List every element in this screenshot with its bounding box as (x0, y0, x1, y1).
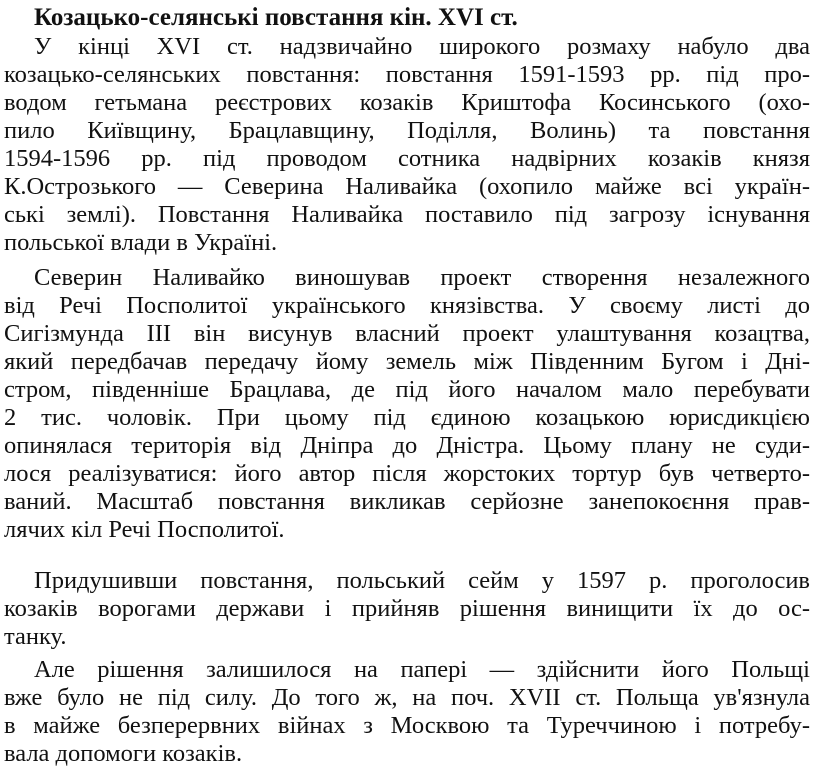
text-line: лячих кіл Речі Посполитої. (4, 516, 285, 543)
text-line: У кінці XVI ст. надзвичайно широкого розмаху набуло два (34, 33, 810, 60)
text-line: козацько-селянських повстання: повстання 1591-1593 рр. під про- (4, 61, 810, 88)
text-line: пило Київщину, Брацлавщину, Поділля, Волинь) та повстання (4, 117, 810, 144)
text-line: вала допомоги козаків. (4, 740, 243, 767)
text-line: польської влади в Україні. (4, 229, 278, 256)
text-line: Сигізмунда III він висунув власний проект улаштування козацтва, (4, 320, 810, 347)
text-line: ваний. Масштаб повстання викликав серйозне занепокоєння прав- (4, 488, 810, 515)
text-line: козаків ворогами держави і прийняв рішення винищити їх до ос- (4, 595, 810, 622)
text-line: вже було не під силу. До того ж, на поч. XVII ст. Польща ув'язнула (4, 684, 810, 711)
text-line: стром, південніше Брацлава, де під його началом мало перебувати (4, 376, 810, 403)
text-line: від Речі Посполитої українського князівства. У своєму листі до (4, 292, 810, 319)
text-line: водом гетьмана реєстрових козаків Криштофа Косинського (охо- (4, 89, 810, 116)
text-line: в майже безперервних війнах з Москвою та Туреччиною і потребу- (4, 712, 810, 739)
text-line: Придушивши повстання, польський сейм у 1597 р. проголосив (34, 567, 810, 594)
text-line: 2 тис. чоловік. При цьому під єдиною козацькою юрисдикцією (4, 404, 810, 431)
text-line: лося реалізуватися: його автор після жорстоких тортур був четверто- (4, 460, 810, 487)
text-line: К.Острозького — Северина Наливайка (охопило майже всі україн- (4, 173, 810, 200)
text-line: Але рішення залишилося на папері — здійснити його Польщі (34, 656, 810, 683)
text-line: танку. (4, 623, 67, 650)
text-line: ські землі). Повстання Наливайка поставило під загрозу існування (4, 201, 810, 228)
section-heading: Козацько-селянські повстання кін. XVI ст. (34, 4, 518, 31)
text-line: 1594-1596 рр. під проводом сотника надвірних козаків князя (4, 145, 810, 172)
text-line: який передбачав передачу йому земель між Південним Бугом і Дні- (4, 348, 810, 375)
text-line: Северин Наливайко виношував проект створення незалежного (34, 264, 810, 291)
text-line: опинялася територія від Дніпра до Дністра. Цьому плану не суди- (4, 432, 810, 459)
